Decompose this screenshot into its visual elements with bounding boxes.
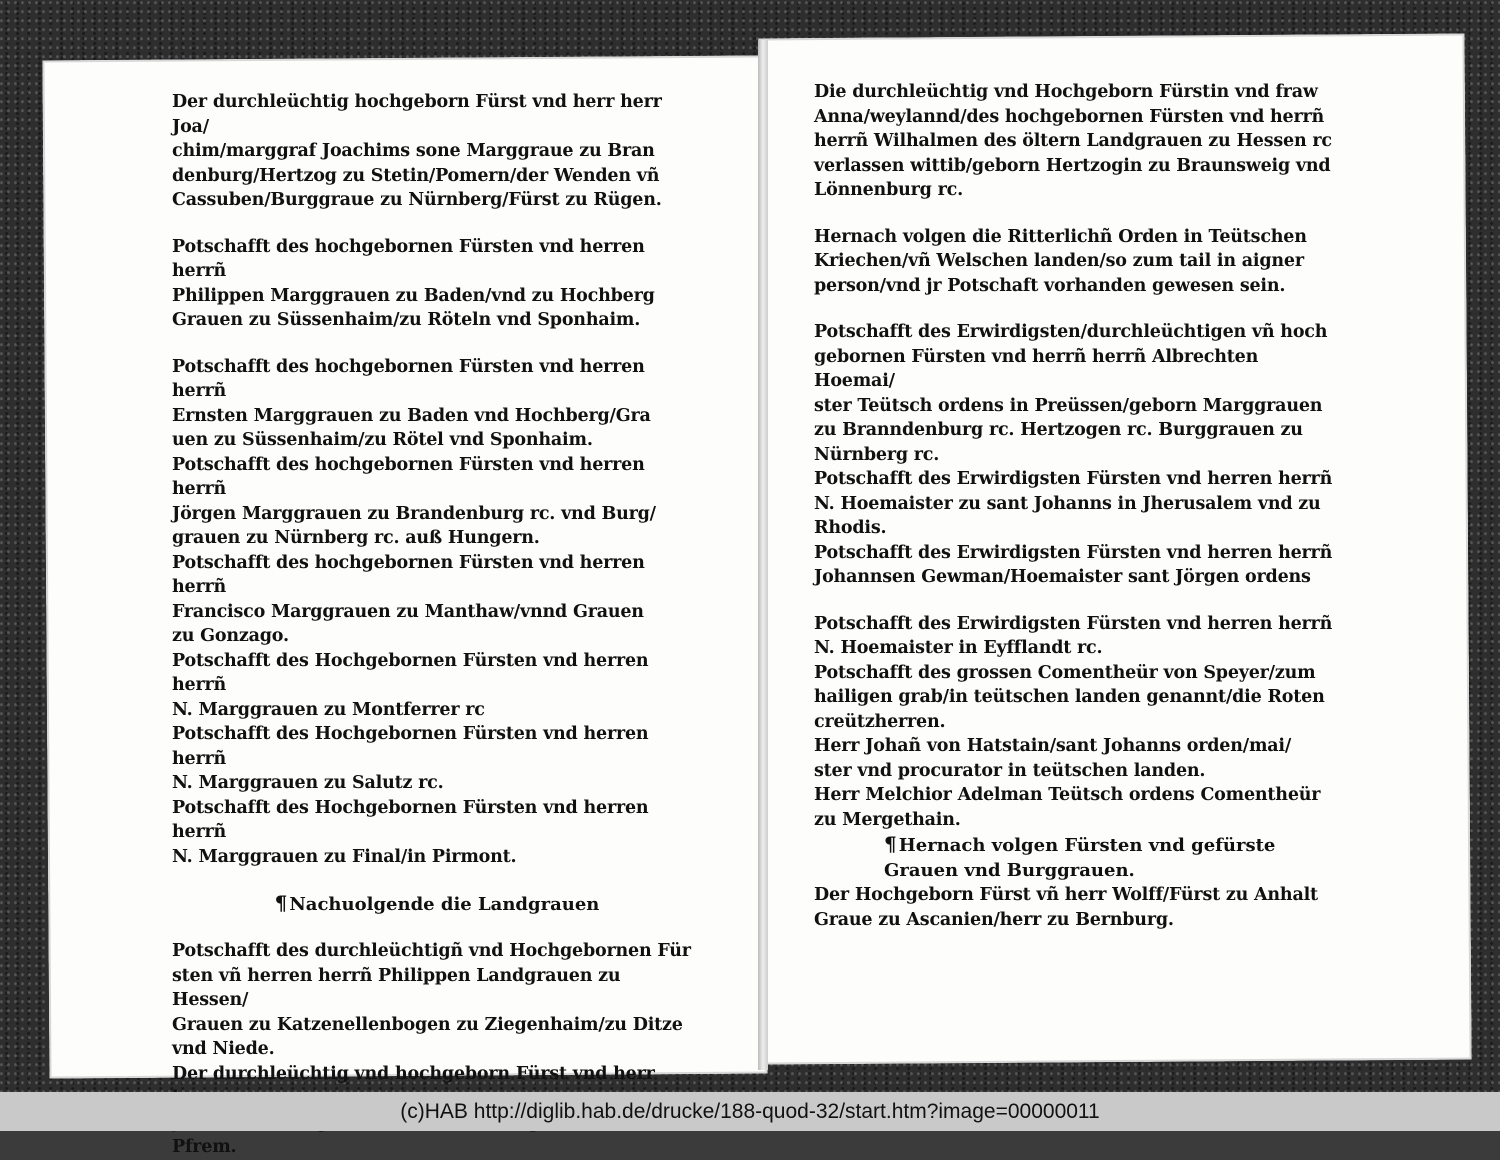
right-section-heading xyxy=(814,832,1344,883)
copyright-footer: (c)HAB http://diglib.hab.de/drucke/188-quod-32/start.htm?image=00000011 xyxy=(0,1092,1500,1131)
left-paragraph-3: Potschafft des hochgebornen Fürsten vnd herren herrñ Ernsten Marggrauen zu Baden vnd Hochberg/Gra uen zu Süssenhaim/zu Rötel vnd Sponhaim. Potschafft des hochgebornen Fürsten vnd herren herrñ Jörgen Marggrauen zu Brandenburg rc. vnd Burg/ grauen zu Nürnberg rc. auß Hungern. Potschafft des hochgebornen Fürsten vnd herren herrñ Francisco Marggrauen zu Manthaw/vnnd Grauen zu Gonzago. Potschafft des Hochgebornen Fürsten vnd herren herrñ N. Marggrauen zu Montferrer rc Potschafft des Hochgebornen Fürsten vnd herren herrñ N. Marggrauen zu Salutz rc. Potschafft des Hochgebornen Fürsten vnd herren herrñ N. Marggrauen zu Final/in Pirmont. xyxy=(172,356,656,867)
right-paragraph-3: Potschafft des Erwirdigsten/durchleüchtigen vñ hoch gebornen Fürsten vnd herrñ herrñ Albrechten Hoemai/ ster Teütsch ordens in Preüssen/geborn Marggrauen zu Branndenburg rc. Hertzogen rc. Burggrauen zu Nürnberg rc. Potschafft des Erwirdigsten Fürsten vnd herren herrñ N. Hoemaister zu sant Johanns in Jherusalem vnd zu Rhodis. Potschafft des Erwirdigsten Fürsten vnd herren herrñ Johannsen Gewman/Hoemaister sant Jörgen ordens xyxy=(814,322,1333,587)
pilcrow-icon: ¶ xyxy=(884,832,897,856)
right-paragraph-2: Hernach volgen die Ritterlichñ Orden in Teütschen Kriechen/vñ Welschen landen/so zum tail in aigner person/vnd jr Potschaft vorhanden gewesen sein. xyxy=(814,226,1307,296)
left-paragraph-closing: Potschafft des durchleüchtigñ vnd Hochgebornen Für sten vñ herren herrñ Philippen Landgrauen zu Hessen/ Grauen zu Katzenellenbogen zu Ziegenhaim/zu Ditze vnd Niede. Der durchleüchtig vnd hochgeborn Fürst vnd herr Pfrem. xyxy=(172,941,691,1157)
right-paragraph-1: Die durchleüchtig vnd Hochgeborn Fürstin vnd fraw Anna/weylannd/des hochgebornen Fürsten vnd herrñ herrñ Wilhalmen des öltern Landgrauen zu Hessen rc verlassen wittib/geborn Hertzogin zu Braunsweig vnd Lönnenburg rc. xyxy=(814,82,1332,200)
book-gutter xyxy=(758,40,768,1070)
pilcrow-icon: ¶ xyxy=(274,891,288,915)
right-page-text xyxy=(814,80,1344,932)
right-heading-text: Hernach volgen Fürsten vnd gefürste Grauen vnd Burggrauen. xyxy=(884,835,1276,881)
left-heading-text: Nachuolgende die Landgrauen xyxy=(289,894,600,915)
right-paragraph-closing: Der Hochgeborn Fürst vñ herr Wolff/Fürst zu Anhalt Graue zu Ascanien/herr zu Bernburg. xyxy=(814,885,1318,930)
left-paragraph-1: Der durchleüchtig hochgeborn Fürst vnd herr herr Joa/ chim/marggraf Joachims sone Marggraue zu Bran denburg/Hertzog zu Stetin/Pomern/der Wenden vñ Cassuben/Burggraue zu Nürnberg/Fürst zu Rügen. xyxy=(172,92,662,210)
left-section-heading xyxy=(172,891,702,917)
left-page-text xyxy=(172,90,702,1160)
left-paragraph-2: Potschafft des hochgebornen Fürsten vnd herren herrñ Philippen Marggrauen zu Baden/vnd zu Hochberg Grauen zu Süssenhaim/zu Röteln vnd Sponhaim. xyxy=(172,236,655,330)
right-paragraph-4: Potschafft des Erwirdigsten Fürsten vnd herren herrñ N. Hoemaister in Eyfflandt rc. Potschafft des grossen Comentheür von Speyer/zum hailigen grab/in teütschen landen genannt/die Roten creützherren. Herr Johañ von Hatstain/sant Johanns orden/mai/ ster vnd procurator in teütschen landen. Herr Melchior Adelman Teütsch ordens Comentheür zu Mergethain. xyxy=(814,613,1333,830)
